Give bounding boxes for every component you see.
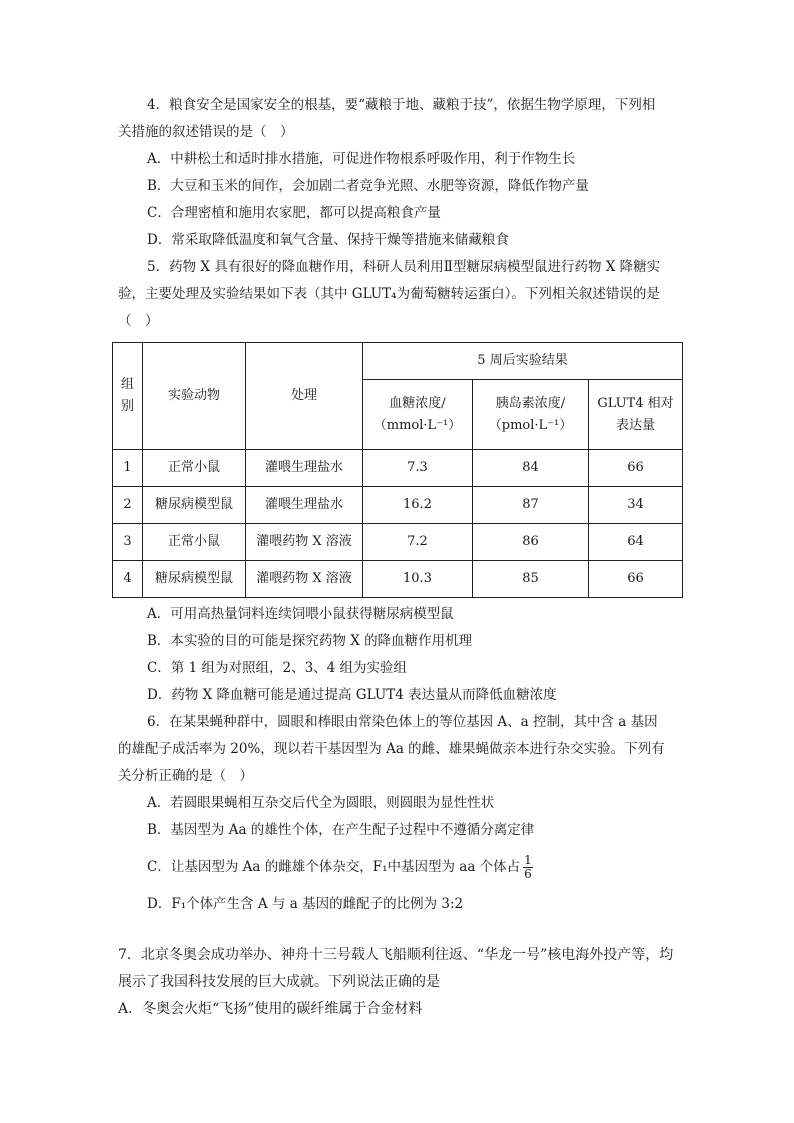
- header-insulin: 胰岛素浓度/ （pmol·L⁻¹）: [473, 380, 589, 450]
- q5-option-d: D．药物 X 降血糖可能是通过提高 GLUT4 表达量从而降低血糖浓度: [147, 687, 557, 703]
- q4-stem-line1: 4．粮食安全是国家安全的根基，要“藏粮于地、藏粮于技”，依据生物学原理，下列相: [147, 97, 656, 113]
- q7-stem-line1: 7．北京冬奥会成功举办、神舟十三号载人飞船顺利往返、“华龙一号”核电海外投产等，均: [118, 947, 674, 963]
- header-treatment: 处理: [246, 343, 363, 450]
- q6-stem-line3: 关分析正确的是（ ）: [118, 768, 253, 784]
- q6-option-c: C．让基因型为 Aa 的雌雄个体杂交，F₁中基因型为 aa 个体占 $\frac{1}{6}$: [147, 853, 532, 881]
- fraction: $\frac{1}{6}$: [524, 853, 532, 881]
- q6-option-d: D．F₁个体产生含 A 与 a 基因的雌配子的比例为 3:2: [147, 896, 464, 912]
- q7-option-a: A．冬奥会火炬“飞扬”使用的碳纤维属于合金材料: [118, 1001, 423, 1017]
- q5-option-a: A．可用高热量饲料连续饲喂小鼠获得糖尿病模型鼠: [147, 606, 454, 622]
- table-row: 1 正常小鼠 灌喂生理盐水 7.3 84 66: [113, 450, 683, 487]
- q5-option-c: C．第 1 组为对照组，2、3、4 组为实验组: [147, 660, 408, 676]
- header-glut4: GLUT4 相对 表达量: [589, 380, 683, 450]
- experiment-table: [112, 342, 683, 598]
- q4-option-b: B．大豆和玉米的间作，会加剧二者竞争光照、水肥等资源，降低作物产量: [147, 178, 589, 194]
- q6-option-a: A．若圆眼果蝇相互杂交后代全为圆眼，则圆眼为显性性状: [147, 795, 495, 811]
- q6-stem-line1: 6．在某果蝇种群中，圆眼和棒眼由常染色体上的等位基因 A、a 控制，其中含 a 基因: [147, 714, 658, 730]
- q5-stem-line2: 验，主要处理及实验结果如下表（其中 GLUT₄为葡萄糖转运蛋白）。下列相关叙述错误的是: [118, 286, 660, 302]
- q4-option-d: D．常采取降低温度和氧气含量、保持干燥等措施来储藏粮食: [147, 232, 509, 248]
- header-result: 5 周后实验结果: [363, 343, 683, 380]
- header-glucose: 血糖浓度/ （mmol·L⁻¹）: [363, 380, 473, 450]
- table-row: 4 糖尿病模型鼠 灌喂药物 X 溶液 10.3 85 66: [113, 561, 683, 598]
- table-row: 2 糖尿病模型鼠 灌喂生理盐水 16.2 87 34: [113, 487, 683, 524]
- q6-stem-line2: 的雄配子成活率为 20%，现以若干基因型为 Aa 的雌、雄果蝇做亲本进行杂交实验。下列有: [118, 741, 665, 757]
- q7-stem-line2: 展示了我国科技发展的巨大成就。下列说法正确的是: [118, 974, 440, 990]
- q4-option-a: A．中耕松土和适时排水措施，可促进作物根系呼吸作用，利于作物生长: [147, 151, 576, 167]
- table-row: 3 正常小鼠 灌喂药物 X 溶液 7.2 86 64: [113, 524, 683, 561]
- header-group: 组 别: [113, 343, 143, 450]
- q4-stem-line2: 关措施的叙述错误的是（ ）: [118, 124, 294, 140]
- q5-stem-line1: 5．药物 X 具有很好的降血糖作用，科研人员利用Ⅱ型糖尿病模型鼠进行药物 X 降糖实: [147, 259, 661, 275]
- q4-option-c: C．合理密植和施用农家肥，都可以提高粮食产量: [147, 205, 441, 221]
- q5-stem-line3: （ ）: [118, 313, 159, 329]
- q6-option-b: B．基因型为 Aa 的雄性个体，在产生配子过程中不遵循分离定律: [147, 822, 535, 838]
- q5-option-b: B．本实验的目的可能是探究药物 X 的降血糖作用机理: [147, 633, 473, 649]
- header-animal: 实验动物: [143, 343, 246, 450]
